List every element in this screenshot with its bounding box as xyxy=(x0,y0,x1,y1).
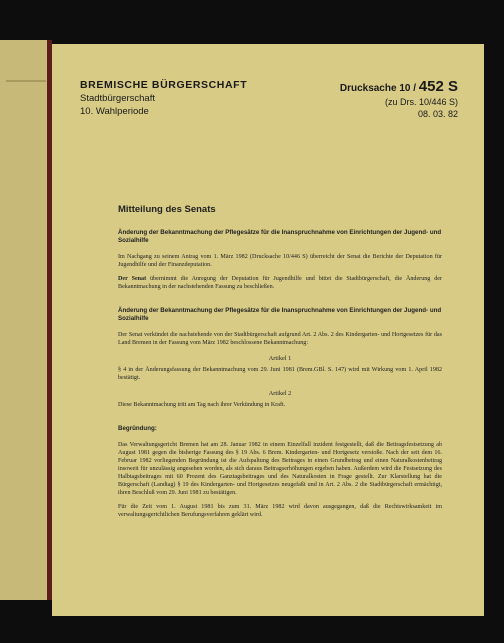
begruendung-paragraph1: Das Verwaltungsgericht Bremen hat am 28. Januar 1982 in einem Einzelfall inzident festgestellt, daß die Beitragsfestsetzung ab August 1981 gegen die bisherige Fassung des § 19 Abs. 6 Brem. Kindergarten- und Hortgesetz verstoße. Nach der seit dem 16. Februar 1982 vorliegenden Begründung ist die Aufspaltung des Beitrages in einen Grundbetrag und einen Naturalkostenbeitrag insoweit für unzulässig angesehen worden, als sich daraus Beitragserhöhungen ergeben haben. Außerdem wird die Festsetzung des Halbtagsbeitrages mit 60 Prozent des Ganztagsbeitrages und des Naturalkosten in Frage gestellt. Zur Klarstellung hat die Bürgerschaft (Landtag) § 19 des Kindergarten- und Hortgesetzes neugefaßt und in Art. 2 Abs. 2 die Stadtbürgerschaft ermächtigt, ihren Beschluß vom 29. Juni 1981 zu bestätigen. xyxy=(118,442,442,496)
org-body: Stadtbürgerschaft xyxy=(80,93,155,104)
article2-text: Diese Bekanntmachung tritt am Tag nach ihrer Verkündung in Kraft. xyxy=(118,402,286,408)
section2-heading: Änderung der Bekanntmachung der Pflegesätze für die Inanspruchnahme von Einrichtungen der Jugend- und Sozialhilfe xyxy=(118,307,442,322)
begruendung-paragraph2: Für die Zeit vom 1. August 1981 bis zum 31. März 1982 wird davon ausgegangen, daß die Rechtswirksamkeit im verwaltungsgerichtlichen Berufungsverfahren geklärt wird. xyxy=(118,504,442,518)
org-name: BREMISCHE BÜRGERSCHAFT xyxy=(80,79,248,91)
section1-heading: Änderung der Bekanntmachung der Pflegesätze für die Inanspruchnahme von Einrichtungen der Jugend- und Sozialhilfe xyxy=(118,229,442,244)
document-date: 08. 03. 82 xyxy=(417,109,458,119)
senat-bold: Der Senat xyxy=(118,276,147,282)
drucksache-prefix: Drucksache 10 / xyxy=(339,83,417,94)
section1-p2-text: übernimmt die Anregung der Deputation für Jugendhilfe und bittet die Stadtbürgerschaft, die Änderung der Bekanntmachung in der nachstehenden Fassung zu beschließen. xyxy=(118,276,442,290)
article1-text: § 4 in der Änderungsfassung der Bekanntmachung vom 29. Juni 1981 (Brem.GBl. S. 147) wird mit Wirkung vom 1. April 1982 bestätigt. xyxy=(118,367,442,381)
legislative-period: 10. Wahlperiode xyxy=(80,106,149,117)
begruendung-heading: Begründung: xyxy=(118,425,157,432)
document-content xyxy=(118,204,442,525)
header-left xyxy=(80,78,247,118)
document-title: Mitteilung des Senats xyxy=(118,204,216,215)
section1-paragraph1: Im Nachgang zu seinem Antrag vom 1. März 1982 (Drucksache 10/446 S) überreicht der Senat die Berichte der Deputation für Jugendhilfe und der Finanzdeputation. xyxy=(118,254,442,268)
zu-drucksache: (zu Drs. 10/446 S) xyxy=(384,97,458,107)
drucksache-number xyxy=(340,80,458,96)
left-page-edge xyxy=(0,40,49,600)
document-page xyxy=(52,44,484,616)
section1-paragraph2 xyxy=(118,275,442,291)
drucksache-id: 452 S xyxy=(418,78,458,95)
section2-intro: Der Senat verkündet die nachstehende von der Stadtbürgerschaft aufgrund Art. 2 Abs. 2 des Kindergarten- und Hortgesetzes für das Land Bremen in der Fassung vom März 1982 beschlossene Bekanntmachung: xyxy=(118,332,442,346)
ghost-text xyxy=(6,80,46,82)
article2-title: Artikel 2 xyxy=(268,390,292,397)
article1-title: Artikel 1 xyxy=(268,355,292,362)
header-right xyxy=(340,80,458,120)
